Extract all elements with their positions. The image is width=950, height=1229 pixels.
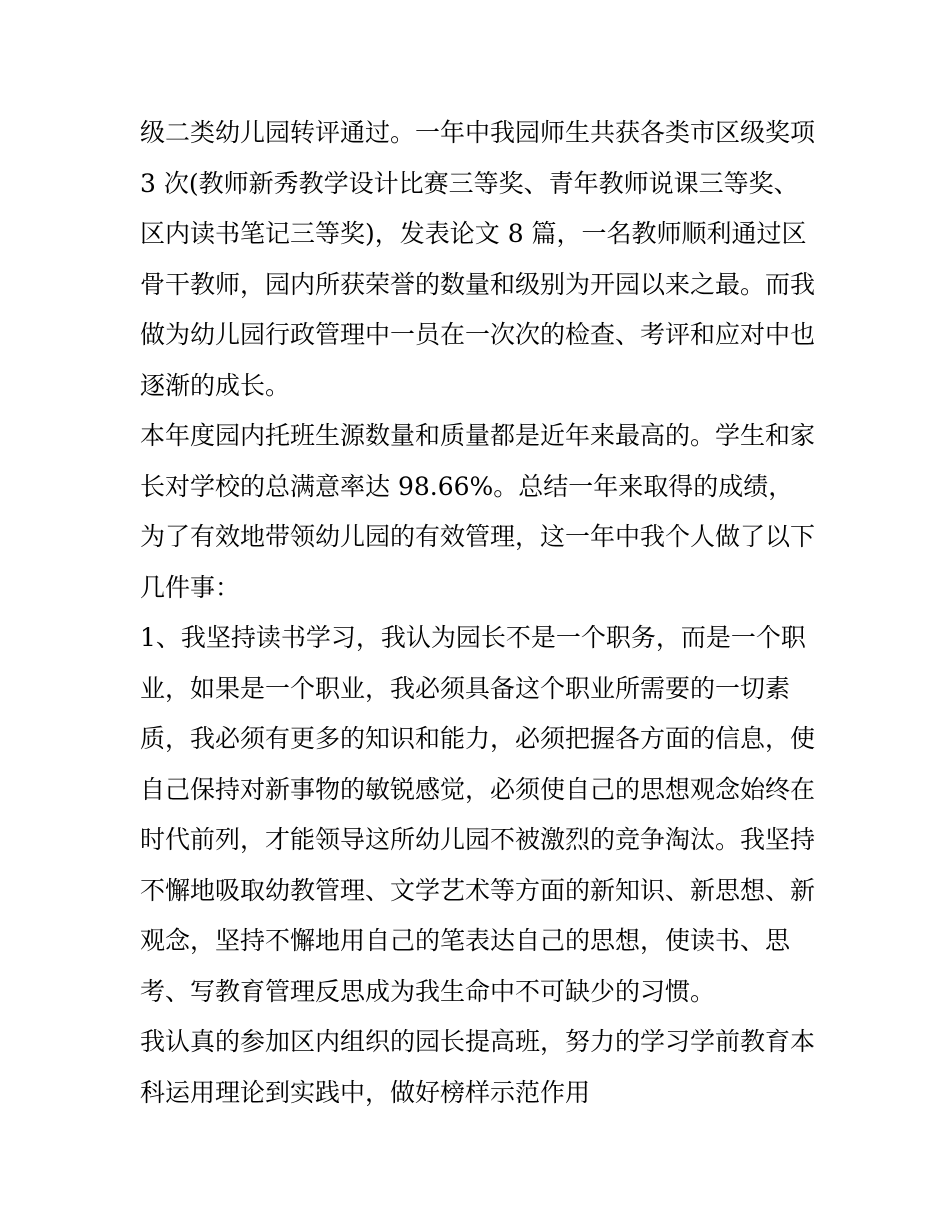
text-line: 观念，坚持不懈地用自己的笔表达自己的思想，使读书、思 [140, 926, 791, 955]
text-line: 质，我必须有更多的知识和能力，必须把握各方面的信息，使 [140, 724, 816, 753]
text-line: 级二类幼儿园转评通过。一年中我园师生共获各类市区级奖项 [140, 118, 816, 147]
text-line: 科运用理论到实践中，做好榜样示范作用 [140, 1077, 591, 1107]
text-line: 为了有效地带领幼儿园的有效管理，这一年中我个人做了以下 [140, 522, 816, 551]
text-line: 时代前列，才能领导这所幼儿园不被激烈的竞争淘汰。我坚持 [140, 825, 816, 854]
text-line: 长对学校的总满意率达 98.66%。总结一年来取得的成绩， [140, 471, 794, 501]
text-line: 1、我坚持读书学习，我认为园长不是一个职务，而是一个职 [140, 623, 806, 652]
text-line: 做为幼儿园行政管理中一员在一次次的检查、考评和应对中也 [140, 320, 816, 349]
text-line: 考、写教育管理反思成为我生命中不可缺少的习惯。 [140, 976, 716, 1006]
text-line: 本年度园内托班生源数量和质量都是近年来最高的。学生和家 [140, 421, 816, 450]
text-line: 骨干教师，园内所获荣誉的数量和级别为开园以来之最。而我 [140, 269, 816, 299]
text-line: 几件事： [140, 572, 241, 602]
text-line: 我认真的参加区内组织的园长提高班，努力的学习学前教育本 [140, 1027, 816, 1056]
document-body [140, 108, 820, 1118]
text-line: 不懈地吸取幼教管理、文学艺术等方面的新知识、新思想、新 [140, 875, 816, 905]
text-line: 区内读书笔记三等奖)，发表论文 8 篇，一名教师顺利通过区 [140, 219, 807, 248]
text-line: 3 次(教师新秀教学设计比赛三等奖、青年教师说课三等奖、 [140, 168, 799, 198]
text-line: 逐渐的成长。 [140, 370, 291, 400]
text-line: 自己保持对新事物的敏锐感觉，必须使自己的思想观念始终在 [140, 774, 816, 804]
text-line: 业，如果是一个职业，我必须具备这个职业所需要的一切素 [140, 673, 791, 703]
